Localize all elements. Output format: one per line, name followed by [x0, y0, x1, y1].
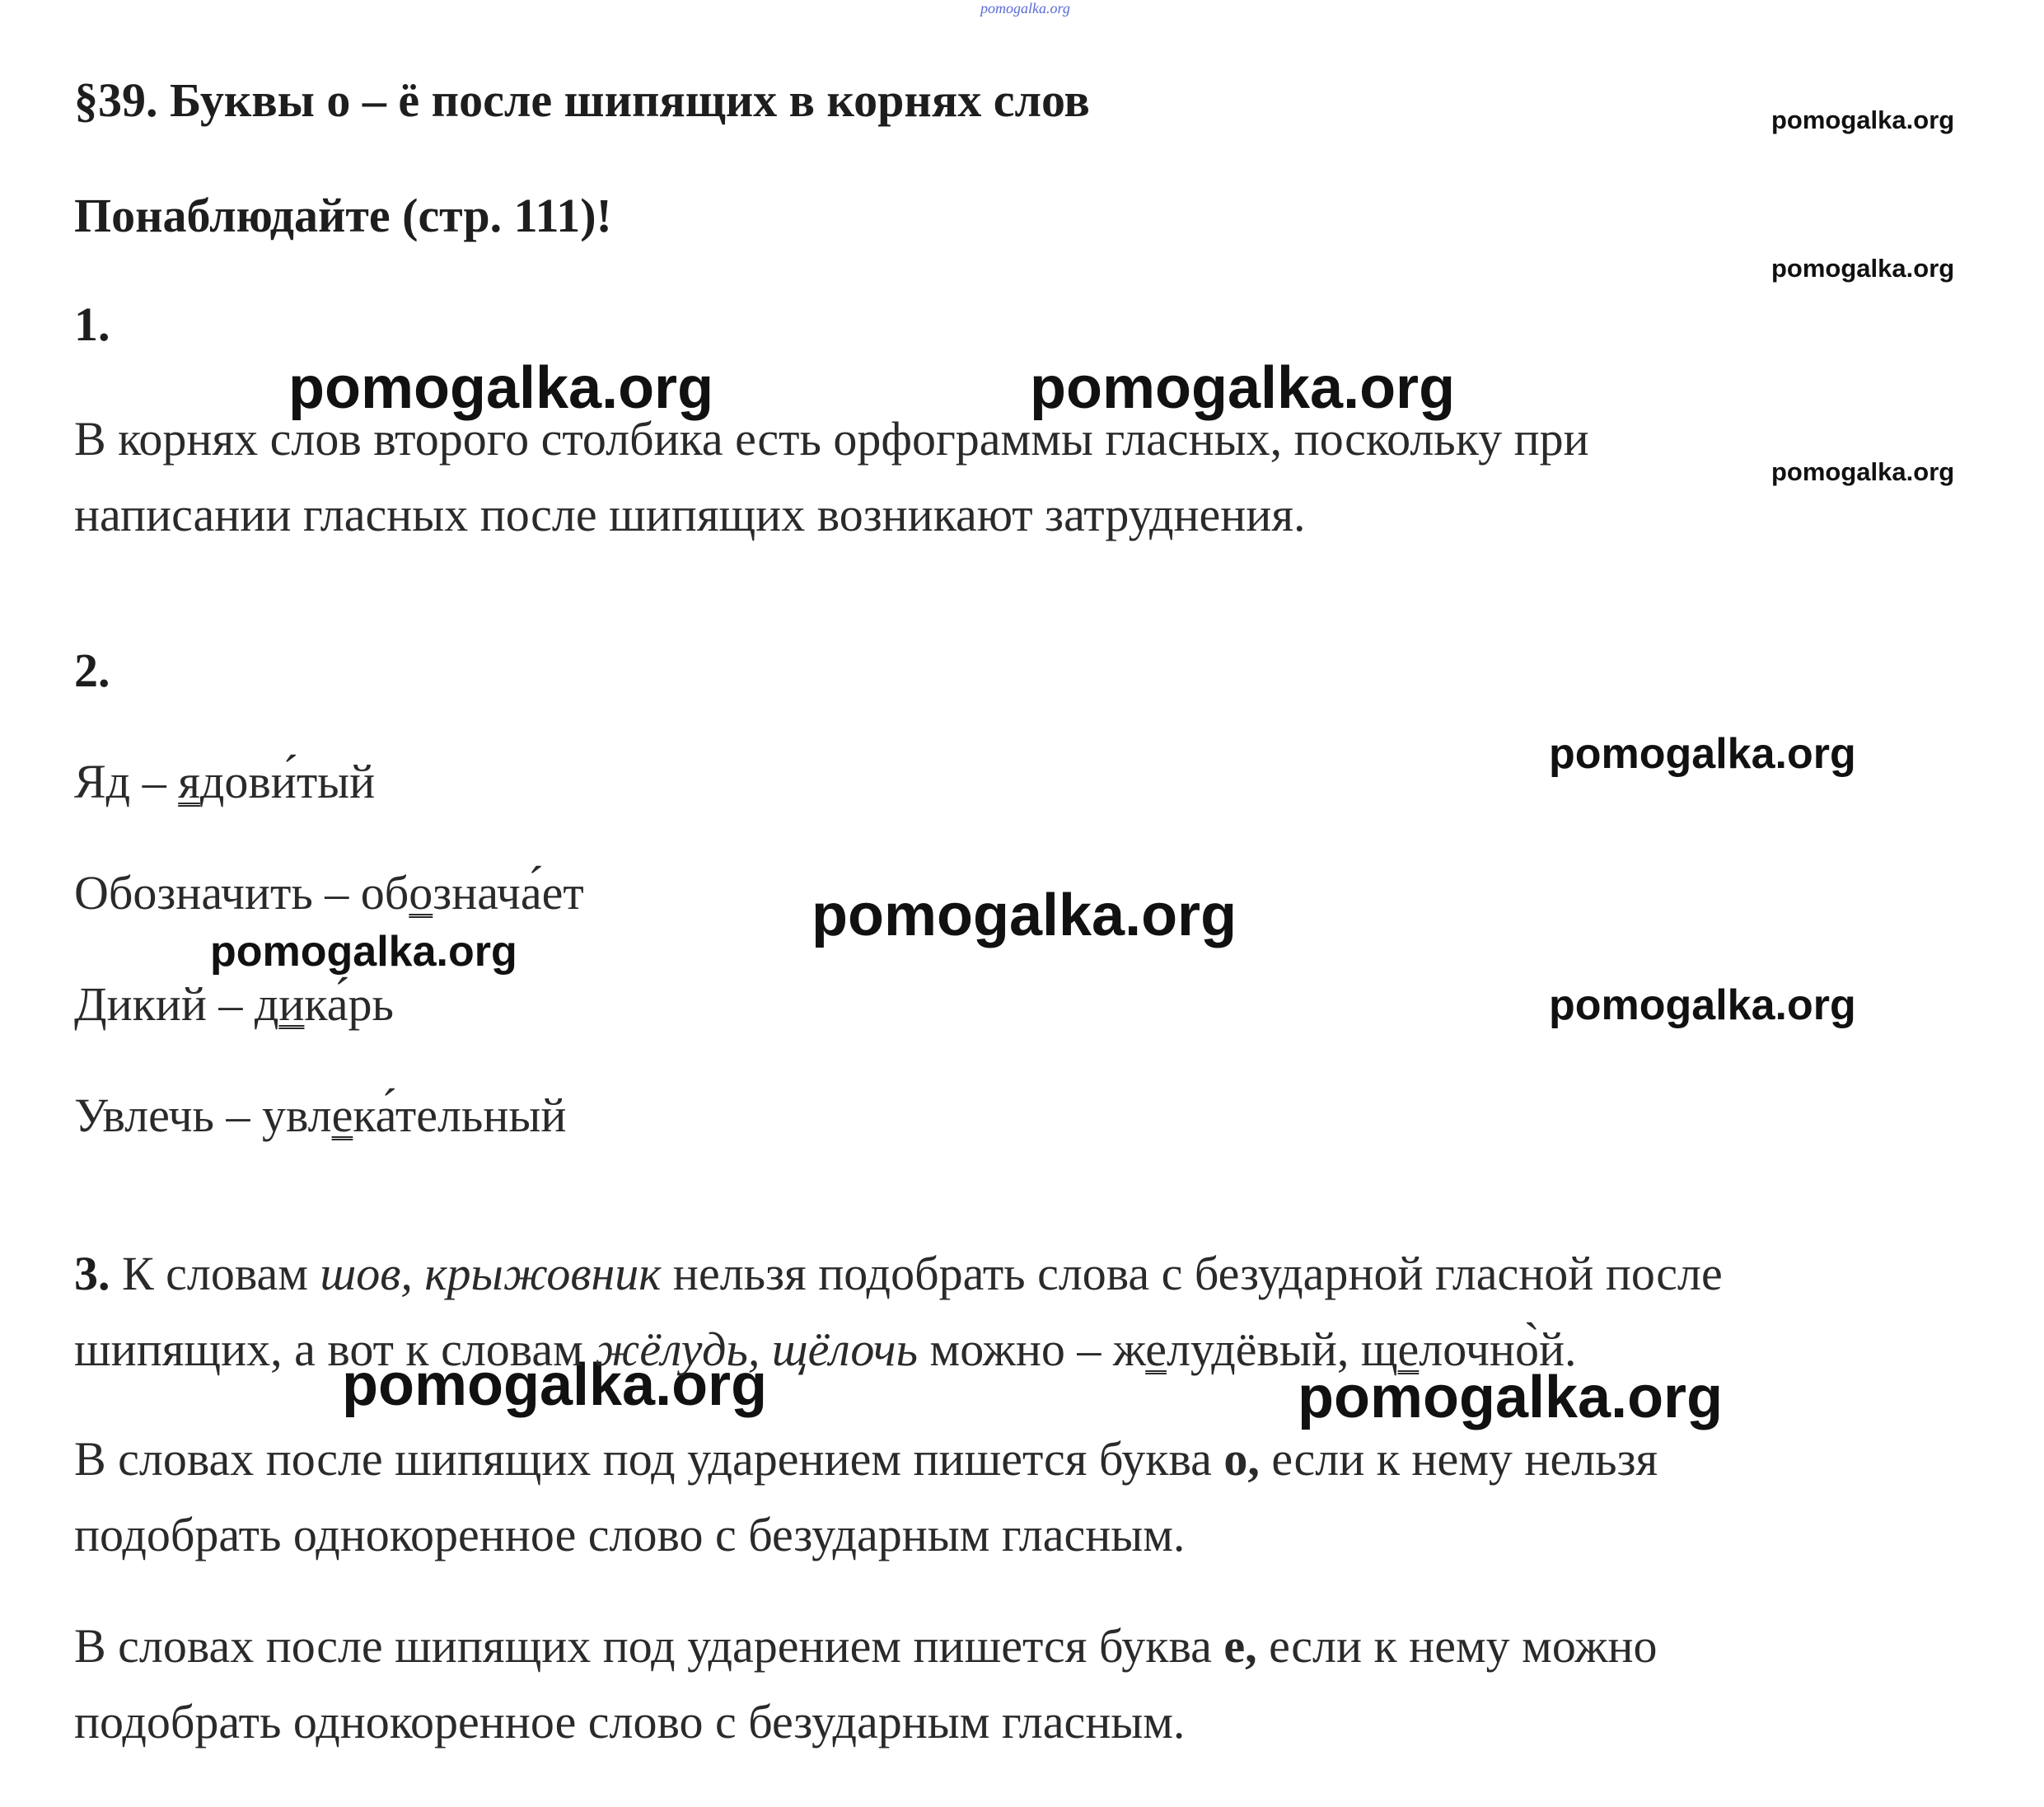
section-1-line-1: В корнях слов второго столбика есть орфограммы гласных, поскольку при: [74, 412, 1589, 466]
watermark: pomogalka.org: [1549, 981, 1856, 1029]
exercise-subtitle: Понаблюдайте (стр. 111)!: [74, 189, 612, 242]
rule-text: В словах после шипящих под ударением пишется буква: [74, 1432, 1224, 1486]
rule-e-line-2: подобрать однокоренное слово с безударным гласным.: [74, 1695, 1186, 1748]
underlined-vowel: я: [178, 755, 200, 808]
underlined-vowel: е: [331, 1088, 353, 1142]
word-pair-suffix: знача́ет: [433, 866, 584, 920]
section-3-text: можно – ж: [918, 1322, 1146, 1376]
section-3-text: лудёвый, щ: [1166, 1322, 1398, 1376]
section-3-text: лочно̀й.: [1419, 1322, 1577, 1376]
word-pair-row: [74, 976, 394, 1032]
rule-o-line-2: подобрать однокоренное слово с безударным гласным.: [74, 1508, 1186, 1561]
word-pair-prefix: Яд –: [74, 755, 179, 808]
underlined-vowel: е: [1397, 1322, 1420, 1376]
rule-letter: о,: [1223, 1432, 1260, 1486]
rule-letter: е,: [1223, 1619, 1257, 1673]
section-2-number: 2.: [74, 644, 110, 697]
watermark: pomogalka.org: [1771, 457, 1955, 486]
rule-e-line-1: [74, 1608, 1658, 1684]
top-watermark: pomogalka.org: [980, 0, 1070, 16]
word-pair-prefix: Обозначить – об: [74, 866, 409, 920]
word-pair-row: [74, 865, 584, 920]
section-3-text: шипящих, а вот к словам: [74, 1322, 596, 1376]
section-3-text: нельзя подобрать слова с безударной гласной после: [661, 1247, 1723, 1300]
watermark: pomogalka.org: [1030, 355, 1456, 421]
watermark: pomogalka.org: [210, 928, 517, 976]
word-pair-suffix: ка́рь: [304, 977, 394, 1031]
word-pair-prefix: Дикий – д: [74, 977, 279, 1031]
underlined-vowel: о: [409, 866, 433, 920]
section-3-number: 3.: [74, 1247, 110, 1300]
section-1-line-2: написании гласных после шипящих возникают затруднения.: [74, 488, 1306, 541]
rule-text: если к нему можно: [1256, 1619, 1658, 1673]
watermark: pomogalka.org: [342, 1352, 768, 1418]
word-pair-suffix: ка́тельный: [353, 1088, 567, 1142]
watermark: pomogalka.org: [812, 882, 1237, 948]
watermark: pomogalka.org: [1771, 254, 1955, 283]
word-pair-suffix: дови́тый: [199, 755, 376, 808]
section-3-line-2: [74, 1312, 1577, 1388]
watermark: pomogalka.org: [1298, 1365, 1724, 1430]
example-words-italic: жёлудь, щёлочь: [595, 1322, 918, 1376]
section-3-text: К словам: [110, 1247, 320, 1300]
underlined-vowel: и: [278, 977, 305, 1031]
underlined-vowel: е: [1145, 1322, 1167, 1376]
word-pair-row: [74, 754, 375, 809]
watermark: pomogalka.org: [1549, 730, 1856, 778]
rule-text: если к нему нельзя: [1259, 1432, 1658, 1486]
word-pair-prefix: Увлечь – увл: [74, 1088, 332, 1142]
section-1-number: 1.: [74, 297, 110, 351]
watermark: pomogalka.org: [288, 355, 714, 421]
watermark: pomogalka.org: [1771, 105, 1955, 134]
section-3-line-1: [74, 1236, 1723, 1312]
rule-text: В словах после шипящих под ударением пишется буква: [74, 1619, 1224, 1673]
rule-o-line-1: [74, 1421, 1658, 1497]
word-pair-row: [74, 1088, 566, 1143]
example-words-italic: шов, крыжовник: [320, 1247, 662, 1300]
section-title: §39. Буквы о – ё после шипящих в корнях слов: [74, 73, 1090, 127]
